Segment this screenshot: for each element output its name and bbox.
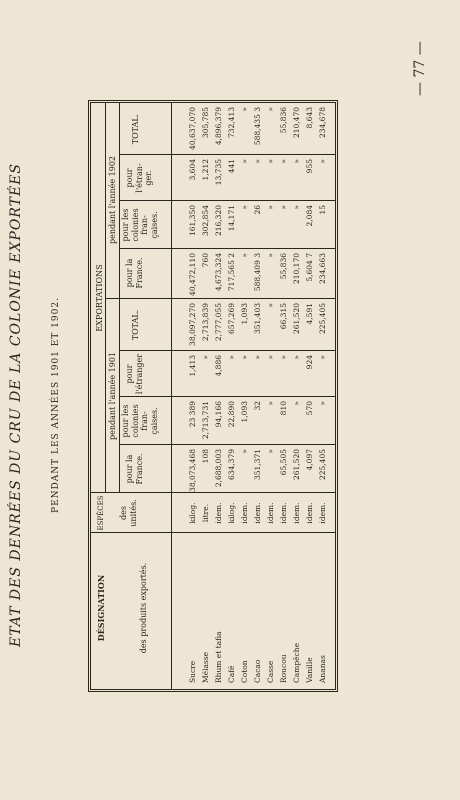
header-etranger-1901: pour l'étranger <box>125 353 144 395</box>
value-cell: » <box>292 159 301 164</box>
header-colonies-1901: pour les colonies fran-çaises. <box>121 404 159 438</box>
value-cell: 4,896,379 <box>214 107 223 146</box>
product-name: Coton <box>240 660 249 683</box>
value-cell: 13,735 <box>214 159 223 186</box>
document-subtitle: PENDANT LES ANNÉES 1901 ET 1902. <box>51 297 61 513</box>
product-name: Casse <box>266 660 275 683</box>
value-cell: 717,565 2 <box>227 253 236 292</box>
header-total-1902: TOTAL. <box>131 113 140 145</box>
value-cell: 26 <box>253 205 262 215</box>
value-cell: 924 <box>305 355 314 370</box>
unit-cell: idem. <box>292 502 301 524</box>
value-cell: » <box>240 159 249 164</box>
value-cell: 55,836 <box>279 253 288 280</box>
value-cell: 8,643 <box>305 107 314 129</box>
value-cell: » <box>266 303 275 308</box>
document-title: ETAT DES DENRÉES DU CRU DE LA COLONIE EXPORTÉES <box>8 163 24 648</box>
value-cell: » <box>266 205 275 210</box>
unit-cell: kilog. <box>227 502 236 524</box>
unit-cell: idem. <box>305 502 314 524</box>
header-total-1901: TOTAL. <box>131 309 140 341</box>
value-cell: » <box>240 205 249 210</box>
value-cell: » <box>266 355 275 360</box>
product-name: Roucou <box>279 654 288 683</box>
unit-cell: idem. <box>214 502 223 524</box>
value-cell: » <box>292 205 301 210</box>
page-number: — 77 — <box>412 41 428 96</box>
value-cell: 760 <box>201 253 210 268</box>
value-cell: 2,713,731 <box>201 401 210 440</box>
value-cell: » <box>266 449 275 454</box>
header-colonies-1902: pour les colonies fran-çaises. <box>121 208 159 242</box>
table-row <box>278 103 290 689</box>
value-cell: » <box>318 401 327 406</box>
value-cell: 732,413 <box>227 107 236 139</box>
value-cell: 40,637,070 <box>188 107 197 150</box>
value-cell: 210,170 <box>292 253 301 285</box>
value-cell: 570 <box>305 401 314 416</box>
value-cell: 32 <box>253 401 262 411</box>
value-cell: 1,413 <box>188 355 197 377</box>
value-cell: 23 389 <box>188 401 197 428</box>
value-cell: » <box>266 253 275 258</box>
value-cell: 657,269 <box>227 303 236 335</box>
product-name: Café <box>227 665 236 683</box>
value-cell: 225,405 <box>318 303 327 335</box>
value-cell: 3,604 <box>188 159 197 181</box>
value-cell: 40,472,110 <box>188 253 197 296</box>
product-name: Vanille <box>305 657 314 683</box>
header-designation: DÉSIGNATION <box>96 574 106 642</box>
header-products: des produits exportés. <box>139 562 148 654</box>
value-cell: 351,371 <box>253 449 262 481</box>
value-cell: » <box>292 401 301 406</box>
value-cell: » <box>253 159 262 164</box>
value-cell: » <box>240 355 249 360</box>
value-cell: 216,320 <box>214 205 223 237</box>
product-name: Sucre <box>188 660 197 683</box>
value-cell: 810 <box>279 401 288 416</box>
value-cell: 441 <box>227 159 236 174</box>
value-cell: 38,097,270 <box>188 303 197 346</box>
value-cell: 5,604 7 <box>305 253 314 282</box>
unit-cell: litre. <box>201 503 210 523</box>
value-cell: » <box>253 355 262 360</box>
value-cell: 108 <box>201 449 210 464</box>
unit-cell: idem. <box>253 502 262 524</box>
value-cell: 4,886 <box>214 355 223 377</box>
value-cell: 2,713,839 <box>201 303 210 342</box>
value-cell: 634,379 <box>227 449 236 481</box>
value-cell: » <box>227 355 236 360</box>
unit-cell: idem. <box>279 502 288 524</box>
product-name: Campêche <box>292 642 301 683</box>
header-units: des unités. <box>119 499 138 527</box>
value-cell: 261,520 <box>292 303 301 335</box>
value-cell: 955 <box>305 159 314 174</box>
value-cell: 2,084 <box>305 205 314 227</box>
value-cell: 38,073,468 <box>188 449 197 492</box>
value-cell: » <box>266 401 275 406</box>
table-row <box>239 103 251 689</box>
value-cell: 2,777,055 <box>214 303 223 342</box>
value-cell: 234,678 <box>318 107 327 139</box>
unit-cell: kilog. <box>188 502 197 524</box>
value-cell: » <box>266 107 275 112</box>
value-cell: 261,520 <box>292 449 301 481</box>
value-cell: » <box>279 205 288 210</box>
header-year-1902: pendant l'année 1902 <box>108 156 117 245</box>
value-cell: 14,171 <box>227 205 236 232</box>
value-cell: 161,350 <box>188 205 197 237</box>
value-cell: 302,854 <box>201 205 210 237</box>
product-name: Rhum et tafia <box>214 631 223 683</box>
value-cell: 66,315 <box>279 303 288 330</box>
export-table <box>88 100 338 692</box>
value-cell: 2,688,003 <box>214 449 223 488</box>
value-cell: 225,405 <box>318 449 327 481</box>
header-especes: ESPÈCES <box>97 495 105 531</box>
table-row <box>213 103 225 689</box>
value-cell: 15 <box>318 205 327 215</box>
value-cell: » <box>318 355 327 360</box>
value-cell: 210,470 <box>292 107 301 139</box>
table-row <box>317 103 329 689</box>
product-name: Mélasse <box>201 651 210 683</box>
value-cell: » <box>279 159 288 164</box>
header-france-1902: pour la France. <box>125 257 144 289</box>
header-exportations: EXPORTATIONS <box>95 264 104 332</box>
product-name: Cacao <box>253 659 262 683</box>
value-cell: 55,836 <box>279 107 288 134</box>
value-cell: 65,505 <box>279 449 288 476</box>
header-etranger-1902: pour l'étran-ger. <box>125 163 154 193</box>
value-cell: 4,097 <box>305 449 314 471</box>
value-cell: 1,093 <box>240 401 249 423</box>
value-cell: 94,166 <box>214 401 223 428</box>
value-cell: 234,663 <box>318 253 327 285</box>
value-cell: 351,403 <box>253 303 262 335</box>
unit-cell: idem. <box>318 502 327 524</box>
product-name: Ananas <box>318 655 327 683</box>
unit-cell: idem. <box>266 502 275 524</box>
header-france-1901: pour la France. <box>125 453 144 485</box>
value-cell: » <box>279 355 288 360</box>
value-cell: 4,673,324 <box>214 253 223 292</box>
table-row <box>291 103 303 689</box>
value-cell: 4,591 <box>305 303 314 325</box>
value-cell: 588,435 3 <box>253 107 262 146</box>
table-row <box>265 103 277 689</box>
value-cell: 22,890 <box>227 401 236 428</box>
table-row <box>200 103 212 689</box>
table-row <box>304 103 316 689</box>
unit-cell: idem. <box>240 502 249 524</box>
value-cell: 1,212 <box>201 159 210 181</box>
value-cell: 588,409 3 <box>253 253 262 292</box>
table-row <box>226 103 238 689</box>
value-cell: » <box>318 159 327 164</box>
value-cell: » <box>240 107 249 112</box>
table-row <box>252 103 264 689</box>
value-cell: » <box>292 355 301 360</box>
value-cell: » <box>201 355 210 360</box>
value-cell: » <box>240 253 249 258</box>
value-cell: » <box>240 449 249 454</box>
value-cell: 305,785 <box>201 107 210 139</box>
value-cell: 1,093 <box>240 303 249 325</box>
header-year-1901: pendant l'année 1901 <box>108 352 117 441</box>
table-row <box>187 103 199 689</box>
value-cell: » <box>266 159 275 164</box>
